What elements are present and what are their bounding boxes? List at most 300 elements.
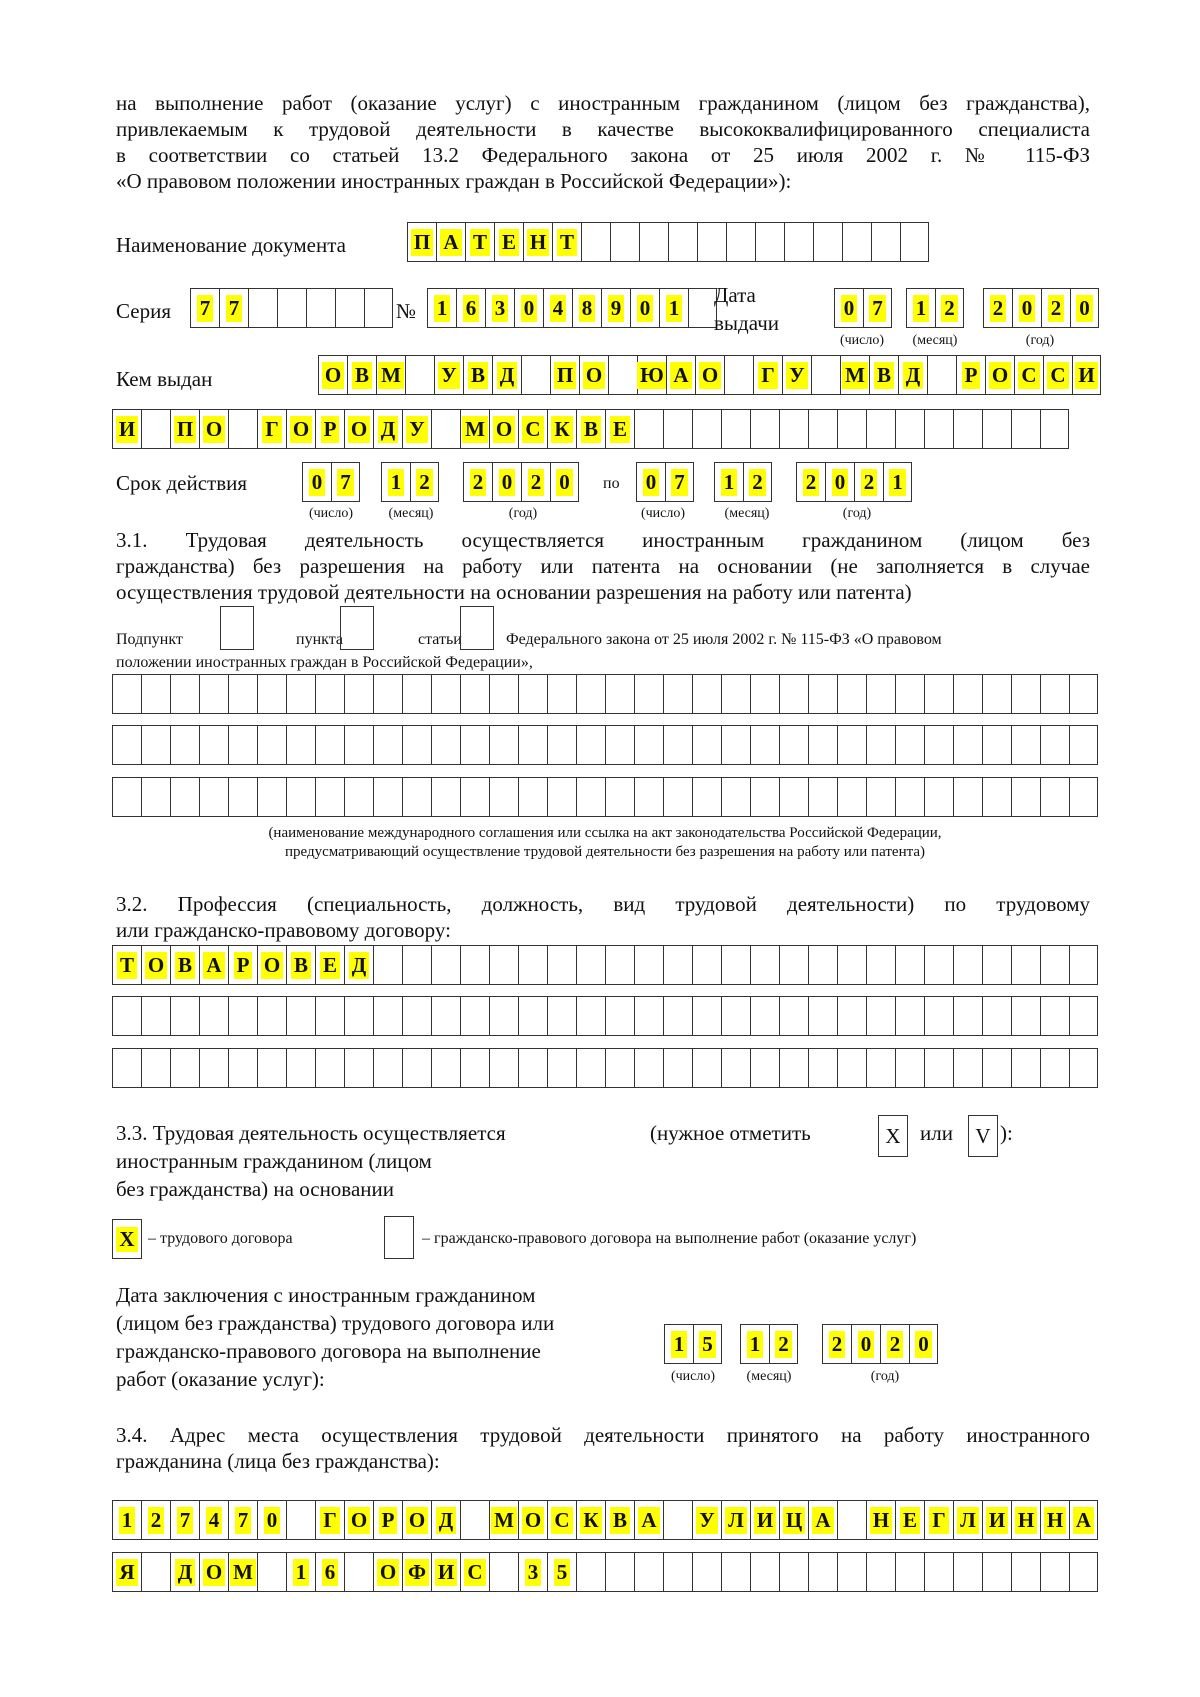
char-cell[interactable] [924,409,953,449]
char-cell[interactable] [344,1552,373,1592]
char-cell[interactable] [547,674,576,714]
char-cell[interactable] [924,945,953,985]
valid-from-day[interactable] [302,462,360,502]
profession-row-1[interactable] [112,945,1098,985]
char-cell[interactable] [315,777,344,817]
char-cell[interactable] [170,996,199,1036]
char-cell[interactable] [141,1500,170,1540]
char-cell[interactable] [634,777,663,817]
char-cell[interactable] [199,409,228,449]
char-cell[interactable] [906,288,935,328]
char-cell[interactable] [431,1500,460,1540]
char-cell[interactable] [1040,725,1069,765]
char-cell[interactable] [634,1552,663,1592]
char-cell[interactable] [924,996,953,1036]
char-cell[interactable] [1069,674,1098,714]
char-cell[interactable] [1011,1500,1040,1540]
char-cell[interactable] [953,725,982,765]
char-cell[interactable] [779,725,808,765]
char-cell[interactable] [982,409,1011,449]
char-cell[interactable] [866,1500,895,1540]
char-cell[interactable] [552,222,581,262]
char-cell[interactable] [199,777,228,817]
char-cell[interactable] [112,945,141,985]
s31-grid-row-2[interactable] [112,725,1098,765]
char-cell[interactable] [199,674,228,714]
address-row-2[interactable] [112,1552,1098,1592]
char-cell[interactable] [199,725,228,765]
char-cell[interactable] [170,1552,199,1592]
series-grid[interactable] [190,288,393,328]
char-cell[interactable] [924,1048,953,1088]
char-cell[interactable] [663,996,692,1036]
char-cell[interactable] [834,288,863,328]
char-cell[interactable] [402,725,431,765]
char-cell[interactable] [410,462,439,502]
char-cell[interactable] [953,777,982,817]
valid-to-year[interactable] [796,462,912,502]
char-cell[interactable] [1040,1048,1069,1088]
char-cell[interactable] [895,1500,924,1540]
char-cell[interactable] [659,288,688,328]
char-cell[interactable] [953,409,982,449]
char-cell[interactable] [982,1552,1011,1592]
char-cell[interactable] [407,222,436,262]
contract-day-grid[interactable] [664,1324,722,1364]
char-cell[interactable] [463,355,492,395]
char-cell[interactable] [381,462,410,502]
char-cell[interactable] [1040,996,1069,1036]
char-cell[interactable] [112,725,141,765]
char-cell[interactable] [460,1048,489,1088]
char-cell[interactable] [610,222,639,262]
char-cell[interactable] [431,674,460,714]
char-cell[interactable] [880,1324,909,1364]
char-cell[interactable] [1011,409,1040,449]
char-cell[interactable] [315,1500,344,1540]
char-cell[interactable] [547,1048,576,1088]
char-cell[interactable] [315,1552,344,1592]
char-cell[interactable] [257,777,286,817]
char-cell[interactable] [373,945,402,985]
char-cell[interactable] [373,1048,402,1088]
char-cell[interactable] [866,996,895,1036]
char-cell[interactable] [636,462,665,502]
char-cell[interactable] [199,1552,228,1592]
char-cell[interactable] [871,222,900,262]
char-cell[interactable] [170,1048,199,1088]
char-cell[interactable] [523,222,552,262]
char-cell[interactable] [883,462,912,502]
char-cell[interactable] [576,674,605,714]
char-cell[interactable] [489,777,518,817]
issue-day-grid[interactable] [834,288,892,328]
char-cell[interactable] [605,674,634,714]
char-cell[interactable] [489,996,518,1036]
char-cell[interactable] [782,355,811,395]
char-cell[interactable] [866,1552,895,1592]
char-cell[interactable] [228,996,257,1036]
char-cell[interactable] [286,1500,315,1540]
char-cell[interactable] [344,674,373,714]
char-cell[interactable] [431,777,460,817]
char-cell[interactable] [668,222,697,262]
char-cell[interactable] [315,409,344,449]
char-cell[interactable] [1011,945,1040,985]
char-cell[interactable] [286,777,315,817]
char-cell[interactable] [1011,996,1040,1036]
char-cell[interactable] [750,777,779,817]
char-cell[interactable] [373,1552,402,1592]
char-cell[interactable] [112,1500,141,1540]
char-cell[interactable] [170,1500,199,1540]
char-cell[interactable] [808,725,837,765]
char-cell[interactable] [402,1048,431,1088]
char-cell[interactable] [112,409,141,449]
char-cell[interactable] [953,1048,982,1088]
char-cell[interactable] [813,222,842,262]
char-cell[interactable] [750,409,779,449]
char-cell[interactable] [489,674,518,714]
char-cell[interactable] [170,725,199,765]
char-cell[interactable] [851,1324,880,1364]
char-cell[interactable] [721,996,750,1036]
char-cell[interactable] [112,1048,141,1088]
char-cell[interactable] [605,409,634,449]
char-cell[interactable] [721,674,750,714]
char-cell[interactable] [170,674,199,714]
char-cell[interactable] [605,945,634,985]
char-cell[interactable] [373,996,402,1036]
char-cell[interactable] [1069,777,1098,817]
char-cell[interactable] [721,409,750,449]
char-cell[interactable] [1040,945,1069,985]
char-cell[interactable] [141,725,170,765]
char-cell[interactable] [688,288,717,328]
char-cell[interactable] [494,222,523,262]
issue-month-grid[interactable] [906,288,964,328]
char-cell[interactable] [373,674,402,714]
char-cell[interactable] [460,409,489,449]
char-cell[interactable] [576,1048,605,1088]
valid-to-day[interactable] [636,462,694,502]
char-cell[interactable] [750,945,779,985]
char-cell[interactable] [460,1552,489,1592]
char-cell[interactable] [170,945,199,985]
char-cell[interactable] [982,674,1011,714]
char-cell[interactable] [199,1048,228,1088]
char-cell[interactable] [344,409,373,449]
char-cell[interactable] [854,462,883,502]
char-cell[interactable] [228,674,257,714]
char-cell[interactable] [344,996,373,1036]
char-cell[interactable] [543,288,572,328]
char-cell[interactable] [402,674,431,714]
char-cell[interactable] [900,222,929,262]
char-cell[interactable] [837,945,866,985]
char-cell[interactable] [344,777,373,817]
char-cell[interactable] [518,945,547,985]
char-cell[interactable] [547,777,576,817]
char-cell[interactable] [112,674,141,714]
char-cell[interactable] [257,1552,286,1592]
char-cell[interactable] [1069,945,1098,985]
char-cell[interactable] [692,1048,721,1088]
char-cell[interactable] [983,288,1012,328]
char-cell[interactable] [909,1324,938,1364]
char-cell[interactable] [1069,1500,1098,1540]
char-cell[interactable] [572,288,601,328]
char-cell[interactable] [779,777,808,817]
char-cell[interactable] [257,1048,286,1088]
doc-name-grid[interactable] [407,222,929,262]
civil-contract-checkbox[interactable] [384,1216,414,1259]
char-cell[interactable] [1040,674,1069,714]
char-cell[interactable] [714,462,743,502]
char-cell[interactable] [460,996,489,1036]
char-cell[interactable] [521,355,550,395]
char-cell[interactable] [837,996,866,1036]
char-cell[interactable] [842,222,871,262]
char-cell[interactable] [1072,355,1101,395]
char-cell[interactable] [431,945,460,985]
char-cell[interactable] [170,777,199,817]
char-cell[interactable] [257,1500,286,1540]
char-cell[interactable] [576,409,605,449]
char-cell[interactable] [402,996,431,1036]
char-cell[interactable] [1014,355,1043,395]
char-cell[interactable] [924,1500,953,1540]
char-cell[interactable] [460,777,489,817]
char-cell[interactable] [634,725,663,765]
char-cell[interactable] [895,725,924,765]
char-cell[interactable] [837,1500,866,1540]
char-cell[interactable] [257,725,286,765]
char-cell[interactable] [982,725,1011,765]
char-cell[interactable] [286,1552,315,1592]
char-cell[interactable] [344,1500,373,1540]
char-cell[interactable] [405,355,434,395]
char-cell[interactable] [721,725,750,765]
char-cell[interactable] [402,409,431,449]
char-cell[interactable] [895,945,924,985]
char-cell[interactable] [692,725,721,765]
char-cell[interactable] [141,996,170,1036]
char-cell[interactable] [402,945,431,985]
char-cell[interactable] [634,674,663,714]
char-cell[interactable] [895,409,924,449]
char-cell[interactable] [808,1500,837,1540]
char-cell[interactable] [427,288,456,328]
char-cell[interactable] [257,409,286,449]
char-cell[interactable] [808,1048,837,1088]
char-cell[interactable] [924,725,953,765]
char-cell[interactable] [228,725,257,765]
char-cell[interactable] [750,1552,779,1592]
char-cell[interactable] [779,409,808,449]
char-cell[interactable] [344,1048,373,1088]
char-cell[interactable] [550,355,579,395]
char-cell[interactable] [837,725,866,765]
char-cell[interactable] [1040,777,1069,817]
issued-by-row-2[interactable] [112,409,1069,449]
char-cell[interactable] [721,1552,750,1592]
char-cell[interactable] [485,288,514,328]
char-cell[interactable] [1040,409,1069,449]
char-cell[interactable] [634,945,663,985]
char-cell[interactable] [141,945,170,985]
char-cell[interactable] [1011,725,1040,765]
char-cell[interactable] [750,1048,779,1088]
char-cell[interactable] [811,355,840,395]
char-cell[interactable] [315,996,344,1036]
char-cell[interactable] [605,725,634,765]
char-cell[interactable] [663,777,692,817]
char-cell[interactable] [750,674,779,714]
char-cell[interactable] [895,777,924,817]
char-cell[interactable] [666,355,695,395]
char-cell[interactable] [779,1048,808,1088]
subitem-box[interactable] [220,606,254,650]
char-cell[interactable] [431,1048,460,1088]
char-cell[interactable] [985,355,1014,395]
char-cell[interactable] [286,945,315,985]
char-cell[interactable] [286,674,315,714]
char-cell[interactable] [663,945,692,985]
char-cell[interactable] [1041,288,1070,328]
char-cell[interactable] [784,222,813,262]
char-cell[interactable] [547,1552,576,1592]
item-box[interactable] [340,606,374,650]
char-cell[interactable] [576,996,605,1036]
address-row-1[interactable] [112,1500,1098,1540]
char-cell[interactable] [547,945,576,985]
s31-grid-row-1[interactable] [112,674,1098,714]
char-cell[interactable] [1043,355,1072,395]
char-cell[interactable] [347,355,376,395]
char-cell[interactable] [492,355,521,395]
char-cell[interactable] [489,725,518,765]
char-cell[interactable] [302,462,331,502]
char-cell[interactable] [956,355,985,395]
char-cell[interactable] [1069,1552,1098,1592]
char-cell[interactable] [796,462,825,502]
char-cell[interactable] [605,996,634,1036]
char-cell[interactable] [953,674,982,714]
char-cell[interactable] [431,725,460,765]
char-cell[interactable] [1069,725,1098,765]
char-cell[interactable] [927,355,956,395]
char-cell[interactable] [344,945,373,985]
char-cell[interactable] [663,1048,692,1088]
char-cell[interactable] [547,996,576,1036]
char-cell[interactable] [750,996,779,1036]
char-cell[interactable] [740,1324,769,1364]
char-cell[interactable] [924,1552,953,1592]
char-cell[interactable] [489,1500,518,1540]
char-cell[interactable] [837,1048,866,1088]
char-cell[interactable] [1040,1500,1069,1540]
char-cell[interactable] [837,674,866,714]
char-cell[interactable] [808,777,837,817]
char-cell[interactable] [866,945,895,985]
valid-from-year[interactable] [463,462,579,502]
char-cell[interactable] [840,355,869,395]
char-cell[interactable] [112,996,141,1036]
char-cell[interactable] [866,1048,895,1088]
char-cell[interactable] [306,288,335,328]
char-cell[interactable] [489,1552,518,1592]
char-cell[interactable] [373,409,402,449]
char-cell[interactable] [431,409,460,449]
char-cell[interactable] [822,1324,851,1364]
char-cell[interactable] [576,1552,605,1592]
char-cell[interactable] [895,996,924,1036]
char-cell[interactable] [344,725,373,765]
char-cell[interactable] [199,996,228,1036]
char-cell[interactable] [935,288,964,328]
issued-by-row-1[interactable] [318,355,1101,395]
char-cell[interactable] [1040,1552,1069,1592]
char-cell[interactable] [837,1552,866,1592]
char-cell[interactable] [364,288,393,328]
char-cell[interactable] [460,945,489,985]
char-cell[interactable] [692,777,721,817]
char-cell[interactable] [431,1552,460,1592]
char-cell[interactable] [547,1500,576,1540]
char-cell[interactable] [141,674,170,714]
char-cell[interactable] [663,1552,692,1592]
char-cell[interactable] [547,409,576,449]
char-cell[interactable] [576,725,605,765]
char-cell[interactable] [863,288,892,328]
char-cell[interactable] [228,1048,257,1088]
char-cell[interactable] [924,777,953,817]
char-cell[interactable] [315,1048,344,1088]
char-cell[interactable] [518,1048,547,1088]
char-cell[interactable] [460,1500,489,1540]
char-cell[interactable] [199,945,228,985]
char-cell[interactable] [228,777,257,817]
char-cell[interactable] [373,1500,402,1540]
char-cell[interactable] [982,1500,1011,1540]
char-cell[interactable] [376,355,405,395]
char-cell[interactable] [953,945,982,985]
char-cell[interactable] [460,674,489,714]
char-cell[interactable] [634,996,663,1036]
char-cell[interactable] [750,725,779,765]
char-cell[interactable] [953,1500,982,1540]
char-cell[interactable] [199,1500,228,1540]
char-cell[interactable] [663,674,692,714]
char-cell[interactable] [639,222,668,262]
char-cell[interactable] [518,409,547,449]
char-cell[interactable] [779,1552,808,1592]
char-cell[interactable] [693,1324,722,1364]
char-cell[interactable] [630,288,659,328]
char-cell[interactable] [286,409,315,449]
char-cell[interactable] [601,288,630,328]
char-cell[interactable] [286,725,315,765]
char-cell[interactable] [141,1552,170,1592]
char-cell[interactable] [605,1500,634,1540]
char-cell[interactable] [808,674,837,714]
char-cell[interactable] [634,409,663,449]
char-cell[interactable] [581,222,610,262]
char-cell[interactable] [465,222,494,262]
char-cell[interactable] [514,288,543,328]
char-cell[interactable] [695,355,724,395]
